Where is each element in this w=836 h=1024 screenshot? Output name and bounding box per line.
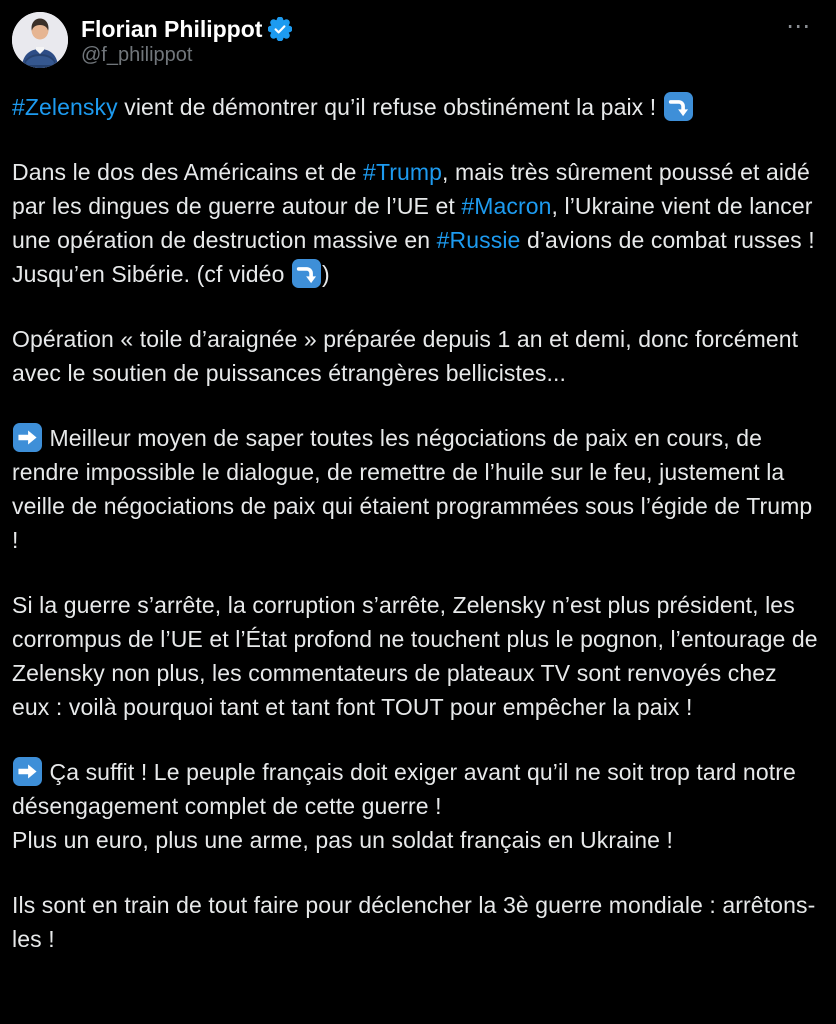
hashtag-link[interactable]: #Russie <box>436 227 521 253</box>
tweet-paragraph <box>12 90 818 124</box>
tweet-paragraph <box>12 588 825 724</box>
verified-badge-icon[interactable] <box>268 17 292 41</box>
identity-block <box>81 12 292 68</box>
text-run: Si la guerre s’arrête, la corruption s’arrête, Zelensky n’est plus président, les corrompus de l’UE et l’État profond ne touchent plus le pognon, l’entourage de Zelensky non plus, les commentateurs de plateaux TV sont renvoyés chez eux : voilà pourquoi tant et tant font TOUT pour empêcher la paix ! <box>12 592 825 720</box>
text-run: Ça suffit ! Le peuple français doit exiger avant qu’il ne soit trop tard notre désengagement complet de cette guerre ! <box>12 759 803 819</box>
text-run: vient de démontrer qu’il refuse obstinément la paix ! <box>117 94 663 120</box>
user-handle[interactable]: @f_philippot <box>81 44 193 66</box>
tweet-paragraph <box>12 155 822 291</box>
avatar[interactable] <box>12 12 68 68</box>
more-menu-button[interactable]: ⋯ <box>782 16 816 36</box>
name-row <box>81 16 292 42</box>
hashtag-link[interactable]: #Zelensky <box>12 94 118 120</box>
tweet-header <box>12 12 818 68</box>
text-run: , l’Ukraine vient de lancer une opération de destruction massive en <box>12 193 819 253</box>
tweet-paragraph <box>12 888 818 956</box>
hashtag-link[interactable]: #Trump <box>363 159 443 185</box>
text-run: Ils sont en train de tout faire pour déclencher la 3è guerre mondiale : arrêtons-les ! <box>12 892 816 952</box>
tweet-paragraph <box>12 322 818 390</box>
arrow-right-emoji <box>13 423 42 452</box>
text-run: , mais très sûrement poussé et aidé par les dingues de guerre autour de l’UE et <box>12 159 817 219</box>
text-run: Plus un euro, plus une arme, pas un soldat français en Ukraine ! <box>12 827 673 853</box>
text-run: ) <box>321 261 330 287</box>
text-run: Opération « toile d’araignée » préparée depuis 1 an et demi, donc forcément avec le soutien de puissances étrangères bellicistes... <box>12 326 805 386</box>
text-run: d’avions de combat russes ! Jusqu’en Sibérie. (cf vidéo <box>12 227 822 287</box>
arrow-right-emoji <box>13 757 42 786</box>
text-run: Dans le dos des Américains et de <box>12 159 364 185</box>
hashtag-link[interactable]: #Macron <box>461 193 552 219</box>
arrow-curve-down-emoji <box>292 259 321 288</box>
tweet-paragraph <box>12 421 818 557</box>
profile-photo <box>12 12 68 68</box>
display-name[interactable]: Florian Philippot <box>81 16 263 42</box>
tweet-paragraph <box>12 755 818 857</box>
text-run: Meilleur moyen de saper toutes les négociations de paix en cours, de rendre impossible le dialogue, de remettre de l’huile sur le feu, justement la veille de négociations de paix qui étaient programmées sous l’égide de Trump ! <box>12 425 819 553</box>
tweet-text <box>12 90 825 956</box>
arrow-curve-down-emoji <box>664 92 693 121</box>
